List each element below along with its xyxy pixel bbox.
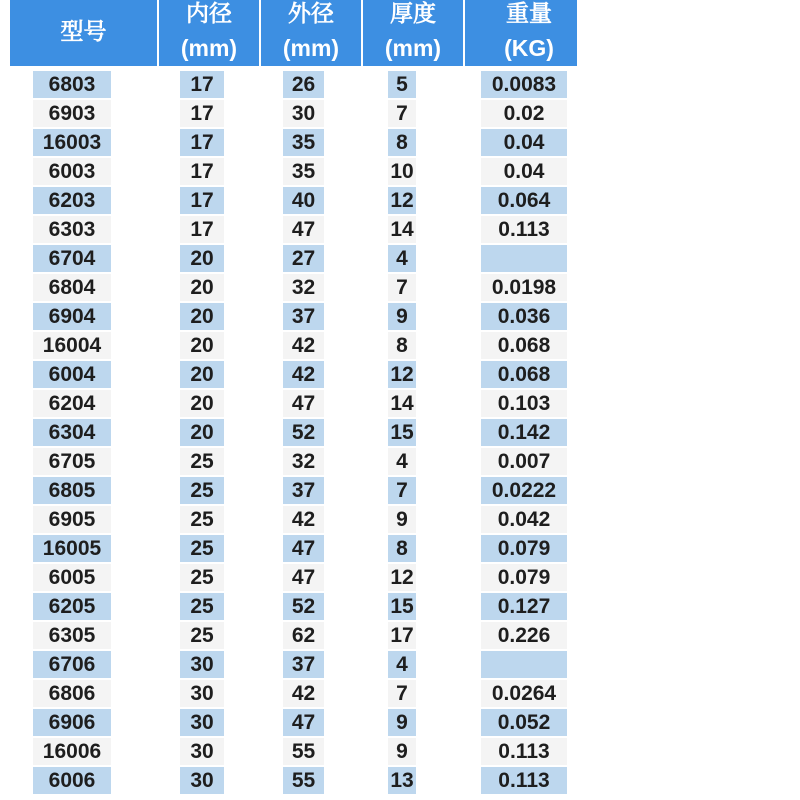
model-cell: 6706	[33, 651, 111, 678]
weight-cell: 0.226	[481, 622, 567, 649]
inner-diameter-cell: 20	[180, 274, 224, 301]
table-row	[0, 535, 600, 562]
column-unit: (mm)	[282, 35, 340, 61]
thickness-cell: 5	[388, 71, 416, 98]
thickness-cell: 7	[388, 100, 416, 127]
thickness-cell: 8	[388, 129, 416, 156]
outer-diameter-cell: 35	[283, 129, 324, 156]
outer-diameter-cell: 27	[283, 245, 324, 272]
model-cell: 16005	[33, 535, 111, 562]
table-row	[0, 332, 600, 359]
outer-diameter-cell: 47	[283, 709, 324, 736]
model-cell: 6806	[33, 680, 111, 707]
weight-cell: 0.079	[481, 535, 567, 562]
weight-cell: 0.113	[481, 767, 567, 794]
table-row	[0, 158, 600, 185]
weight-cell: 0.103	[481, 390, 567, 417]
thickness-cell: 10	[388, 158, 416, 185]
column-unit: (KG)	[504, 35, 554, 61]
inner-diameter-cell: 30	[180, 680, 224, 707]
inner-diameter-cell: 20	[180, 303, 224, 330]
table-row	[0, 100, 600, 127]
thickness-cell: 13	[388, 767, 416, 794]
table-row	[0, 767, 600, 794]
table-row	[0, 651, 600, 678]
outer-diameter-cell: 47	[283, 535, 324, 562]
inner-diameter-cell: 30	[180, 738, 224, 765]
thickness-cell: 9	[388, 738, 416, 765]
thickness-cell: 7	[388, 477, 416, 504]
inner-diameter-cell: 25	[180, 564, 224, 591]
model-cell: 6204	[33, 390, 111, 417]
inner-diameter-cell: 25	[180, 506, 224, 533]
table-row	[0, 187, 600, 214]
weight-cell	[481, 245, 567, 272]
model-cell: 6205	[33, 593, 111, 620]
inner-diameter-cell: 20	[180, 245, 224, 272]
column-title: 厚度	[390, 1, 436, 27]
thickness-cell: 7	[388, 274, 416, 301]
table-row	[0, 506, 600, 533]
inner-diameter-cell: 17	[180, 187, 224, 214]
weight-cell: 0.079	[481, 564, 567, 591]
model-cell: 16003	[33, 129, 111, 156]
inner-diameter-cell: 25	[180, 622, 224, 649]
model-cell: 6005	[33, 564, 111, 591]
outer-diameter-cell: 30	[283, 100, 324, 127]
thickness-cell: 12	[388, 187, 416, 214]
table-row	[0, 71, 600, 98]
thickness-cell: 8	[388, 535, 416, 562]
weight-cell: 0.127	[481, 593, 567, 620]
outer-diameter-cell: 32	[283, 274, 324, 301]
thickness-cell: 9	[388, 303, 416, 330]
thickness-cell: 4	[388, 448, 416, 475]
outer-diameter-cell: 52	[283, 419, 324, 446]
thickness-cell: 7	[388, 680, 416, 707]
table-row	[0, 477, 600, 504]
table-row	[0, 274, 600, 301]
outer-diameter-cell: 37	[283, 477, 324, 504]
model-cell: 6906	[33, 709, 111, 736]
table-row	[0, 680, 600, 707]
thickness-cell: 15	[388, 419, 416, 446]
weight-cell: 0.04	[481, 158, 567, 185]
table-row	[0, 622, 600, 649]
weight-cell: 0.0264	[481, 680, 567, 707]
inner-diameter-cell: 17	[180, 158, 224, 185]
outer-diameter-cell: 26	[283, 71, 324, 98]
thickness-cell: 14	[388, 390, 416, 417]
outer-diameter-cell: 52	[283, 593, 324, 620]
thickness-cell: 17	[388, 622, 416, 649]
thickness-cell: 9	[388, 709, 416, 736]
weight-cell: 0.142	[481, 419, 567, 446]
inner-diameter-cell: 30	[180, 651, 224, 678]
header-thickness	[361, 0, 463, 66]
inner-diameter-cell: 17	[180, 129, 224, 156]
table-row	[0, 245, 600, 272]
outer-diameter-cell: 42	[283, 680, 324, 707]
weight-cell: 0.064	[481, 187, 567, 214]
weight-cell	[481, 651, 567, 678]
inner-diameter-cell: 17	[180, 71, 224, 98]
header-inner-diameter	[157, 0, 259, 66]
model-cell: 6804	[33, 274, 111, 301]
inner-diameter-cell: 20	[180, 419, 224, 446]
table-row	[0, 419, 600, 446]
thickness-cell: 12	[388, 564, 416, 591]
thickness-cell: 9	[388, 506, 416, 533]
outer-diameter-cell: 42	[283, 332, 324, 359]
weight-cell: 0.0198	[481, 274, 567, 301]
table-row	[0, 564, 600, 591]
weight-cell: 0.007	[481, 448, 567, 475]
table-header	[10, 0, 577, 66]
table-row	[0, 361, 600, 388]
outer-diameter-cell: 42	[283, 361, 324, 388]
inner-diameter-cell: 25	[180, 593, 224, 620]
column-title: 内径	[186, 1, 232, 27]
outer-diameter-cell: 55	[283, 767, 324, 794]
table-row	[0, 738, 600, 765]
inner-diameter-cell: 20	[180, 361, 224, 388]
table-row	[0, 593, 600, 620]
table-row	[0, 448, 600, 475]
inner-diameter-cell: 17	[180, 100, 224, 127]
inner-diameter-cell: 30	[180, 767, 224, 794]
column-title: 型号	[60, 19, 107, 45]
weight-cell: 0.02	[481, 100, 567, 127]
thickness-cell: 12	[388, 361, 416, 388]
table-row	[0, 216, 600, 243]
thickness-cell: 4	[388, 245, 416, 272]
model-cell: 6004	[33, 361, 111, 388]
weight-cell: 0.0222	[481, 477, 567, 504]
weight-cell: 0.036	[481, 303, 567, 330]
outer-diameter-cell: 62	[283, 622, 324, 649]
weight-cell: 0.068	[481, 332, 567, 359]
thickness-cell: 14	[388, 216, 416, 243]
weight-cell: 0.042	[481, 506, 567, 533]
weight-cell: 0.113	[481, 216, 567, 243]
model-cell: 6006	[33, 767, 111, 794]
model-cell: 16004	[33, 332, 111, 359]
outer-diameter-cell: 37	[283, 303, 324, 330]
header-model	[10, 0, 157, 66]
weight-cell: 0.068	[481, 361, 567, 388]
model-cell: 6905	[33, 506, 111, 533]
model-cell: 6705	[33, 448, 111, 475]
thickness-cell: 15	[388, 593, 416, 620]
column-title: 外径	[288, 1, 334, 27]
outer-diameter-cell: 35	[283, 158, 324, 185]
inner-diameter-cell: 20	[180, 332, 224, 359]
table-row	[0, 390, 600, 417]
table-row	[0, 303, 600, 330]
model-cell: 6304	[33, 419, 111, 446]
column-unit: (mm)	[384, 35, 442, 61]
outer-diameter-cell: 37	[283, 651, 324, 678]
thickness-cell: 8	[388, 332, 416, 359]
weight-cell: 0.0083	[481, 71, 567, 98]
weight-cell: 0.052	[481, 709, 567, 736]
model-cell: 6903	[33, 100, 111, 127]
outer-diameter-cell: 47	[283, 216, 324, 243]
header-weight	[463, 0, 577, 66]
outer-diameter-cell: 55	[283, 738, 324, 765]
inner-diameter-cell: 25	[180, 448, 224, 475]
model-cell: 6704	[33, 245, 111, 272]
weight-cell: 0.04	[481, 129, 567, 156]
model-cell: 6003	[33, 158, 111, 185]
outer-diameter-cell: 40	[283, 187, 324, 214]
table-row	[0, 129, 600, 156]
column-unit: (mm)	[180, 35, 238, 61]
model-cell: 6803	[33, 71, 111, 98]
outer-diameter-cell: 47	[283, 390, 324, 417]
outer-diameter-cell: 32	[283, 448, 324, 475]
inner-diameter-cell: 25	[180, 535, 224, 562]
header-outer-diameter	[259, 0, 361, 66]
inner-diameter-cell: 25	[180, 477, 224, 504]
thickness-cell: 4	[388, 651, 416, 678]
weight-cell: 0.113	[481, 738, 567, 765]
column-title: 重量	[506, 1, 552, 27]
inner-diameter-cell: 17	[180, 216, 224, 243]
inner-diameter-cell: 30	[180, 709, 224, 736]
model-cell: 6303	[33, 216, 111, 243]
model-cell: 6305	[33, 622, 111, 649]
model-cell: 16006	[33, 738, 111, 765]
table-row	[0, 709, 600, 736]
model-cell: 6805	[33, 477, 111, 504]
model-cell: 6904	[33, 303, 111, 330]
outer-diameter-cell: 42	[283, 506, 324, 533]
outer-diameter-cell: 47	[283, 564, 324, 591]
inner-diameter-cell: 20	[180, 390, 224, 417]
model-cell: 6203	[33, 187, 111, 214]
